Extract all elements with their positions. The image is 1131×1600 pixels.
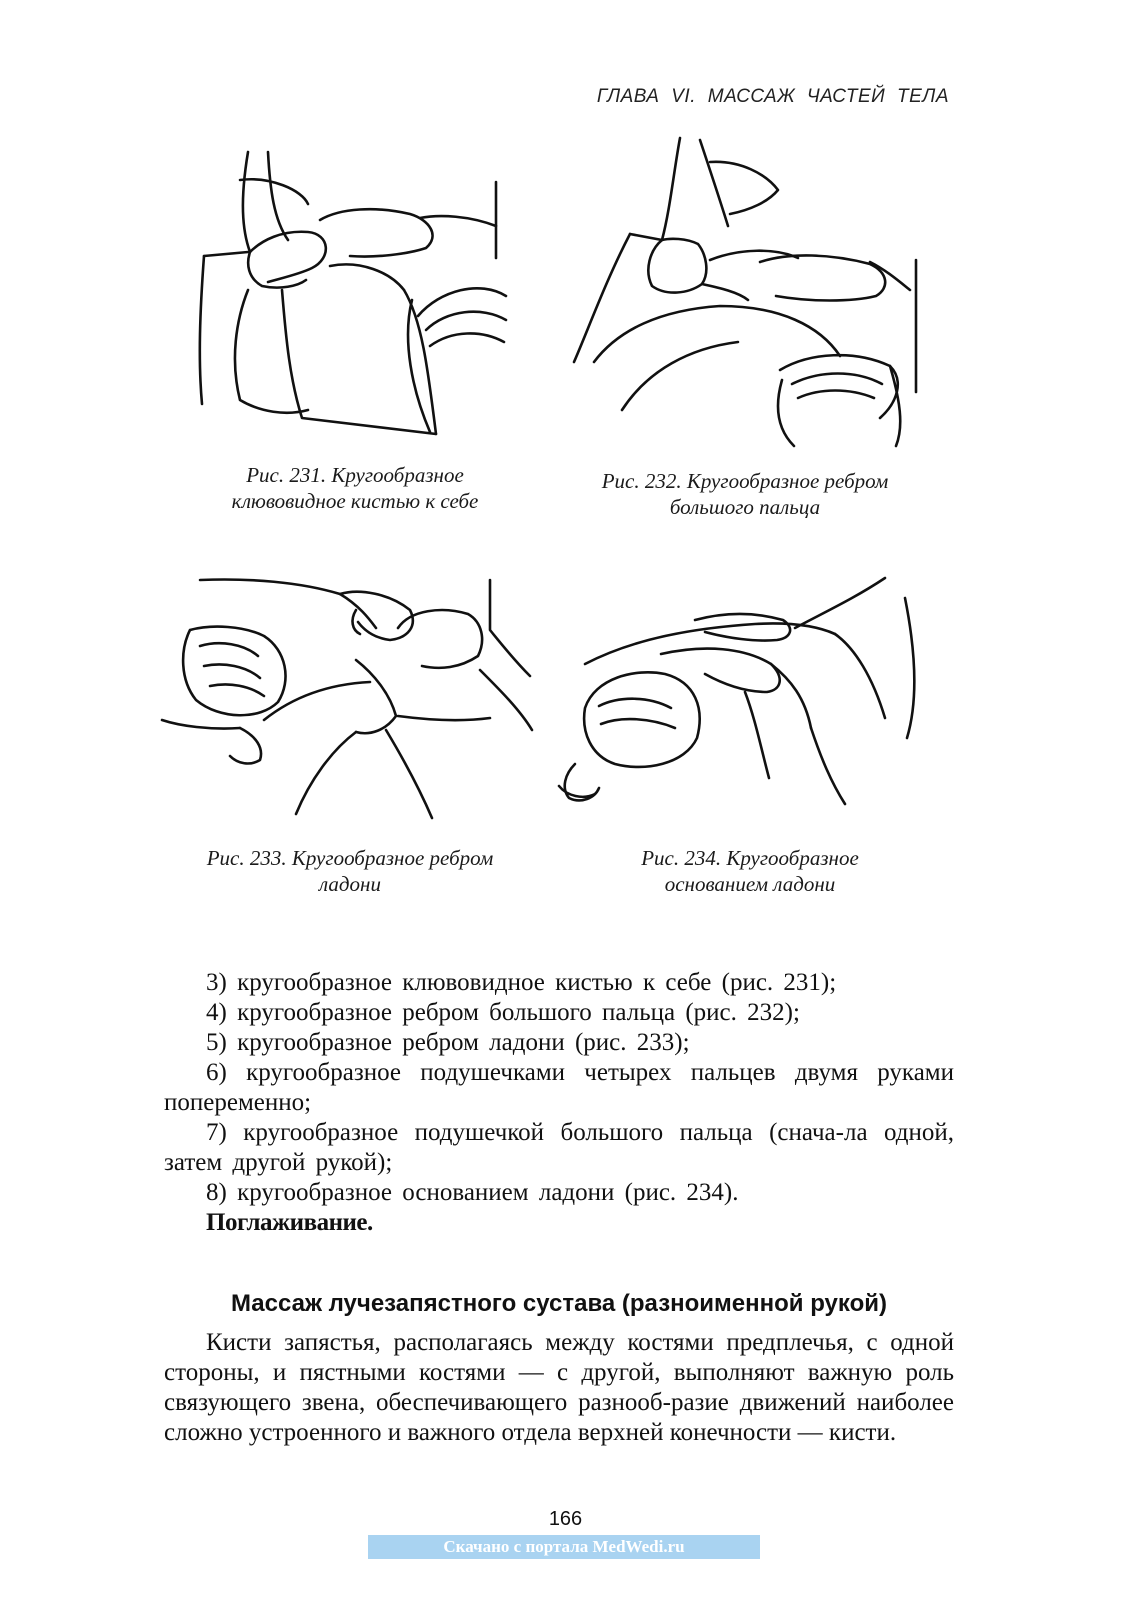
- figure-234: [555, 568, 935, 818]
- figure-caption-234: [560, 845, 940, 897]
- caption-line: ладони: [319, 872, 381, 896]
- caption-line: клювовидное кистью к себе: [231, 489, 479, 513]
- massage-illustration-icon: [555, 568, 935, 818]
- running-head: ГЛАВА VI. МАССАЖ ЧАСТЕЙ ТЕЛА: [596, 86, 949, 107]
- figure-232: [570, 130, 925, 450]
- caption-line: Рис. 234. Кругообразное: [641, 846, 859, 870]
- caption-line: основанием ладони: [664, 872, 836, 896]
- body-paragraph: Кисти запястья, располагаясь между костями предплечья, с одной стороны, и пястными костями — с другой, выполняют важную роль связующего звена, обеспечивающего разнооб-разие движений наиболее сложно устроенного и важного отдела верхней конечности — кисти.: [164, 1329, 954, 1446]
- caption-line: Рис. 233. Кругообразное ребром: [206, 846, 494, 870]
- list-item: 7) кругообразное подушечкой большого пальца (снача-ла одной, затем другой рукой);: [164, 1119, 954, 1176]
- list-item: 8) кругообразное основанием ладони (рис. 234).: [206, 1179, 739, 1206]
- caption-line: Рис. 232. Кругообразное ребром: [601, 469, 889, 493]
- massage-illustration-icon: [570, 130, 925, 450]
- figure-233: [160, 570, 540, 820]
- list-item: Поглаживание.: [206, 1209, 373, 1236]
- massage-illustration-icon: [190, 140, 520, 440]
- caption-line: Рис. 231. Кругообразное: [246, 463, 464, 487]
- page-number: 166: [548, 1508, 583, 1530]
- figure-231: [190, 140, 520, 440]
- figure-caption-232: [555, 468, 935, 520]
- massage-illustration-icon: [160, 570, 540, 820]
- list-item: 3) кругообразное клювовидное кистью к себе (рис. 231);: [206, 969, 837, 996]
- figure-caption-231: [175, 462, 535, 514]
- list-item: 6) кругообразное подушечками четырех пальцев двумя руками попеременно;: [164, 1059, 954, 1116]
- list-item: 4) кругообразное ребром большого пальца (рис. 232);: [206, 999, 800, 1026]
- section-title: Массаж лучезапястного сустава (разноименной рукой): [230, 1290, 888, 1317]
- figure-caption-233: [160, 845, 540, 897]
- technique-list: [164, 968, 954, 1238]
- caption-line: большого пальца: [669, 495, 821, 519]
- body-text: [164, 1328, 954, 1448]
- list-item: 5) кругообразное ребром ладони (рис. 233);: [206, 1029, 690, 1056]
- watermark-banner: Скачано с портала MedWedi.ru: [368, 1535, 760, 1559]
